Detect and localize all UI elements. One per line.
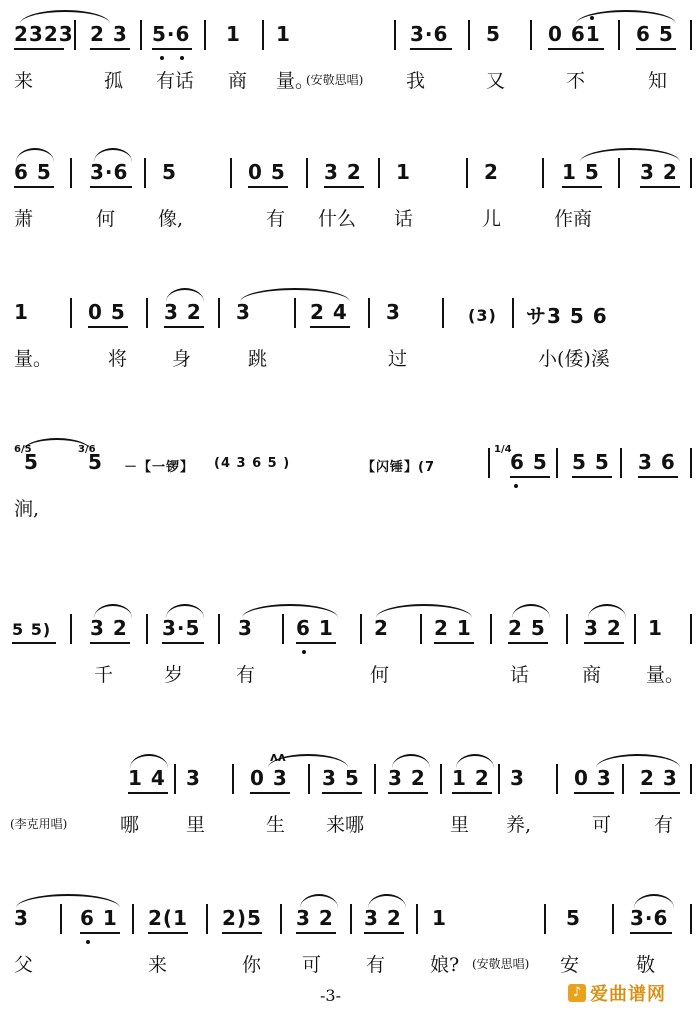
underline (14, 48, 64, 50)
note-group: 1 4 (128, 766, 166, 790)
underline (128, 792, 168, 794)
underline (364, 932, 404, 934)
note-group: 6 5 (510, 450, 548, 474)
lyric: 敬 (636, 954, 656, 976)
slur (242, 604, 338, 618)
slur (130, 754, 168, 768)
lyrics-line (0, 494, 700, 524)
underline (148, 932, 188, 934)
lyric: 来哪 (326, 814, 365, 836)
lyric: 来 (14, 70, 34, 92)
underline (410, 48, 452, 50)
barline (634, 614, 636, 644)
lyric: 父 (14, 954, 34, 976)
lyrics-line (0, 810, 700, 840)
slur (456, 754, 494, 768)
lyric: 身 (172, 348, 192, 370)
barline (218, 298, 220, 328)
note-group: (3) (468, 306, 497, 325)
underline (248, 186, 288, 188)
note-group: 3·6 (410, 22, 449, 46)
underline (508, 642, 548, 644)
note-group: 3 5 (322, 766, 360, 790)
barline (282, 614, 284, 644)
note-group: (4 3 6 5 ) (214, 456, 291, 471)
role-cue: (李克用唱) (10, 817, 68, 831)
note-group: 3·6 (630, 906, 669, 930)
slur (240, 288, 350, 302)
underline (388, 792, 428, 794)
note-group: 0 3 (250, 766, 288, 790)
slur (376, 604, 472, 618)
barline (416, 904, 418, 934)
lyric: 像, (158, 208, 184, 230)
lyric: 量。 (646, 664, 685, 686)
barline (70, 158, 72, 188)
underline (14, 186, 54, 188)
grace-note: 1/4 (494, 444, 512, 455)
underline (574, 792, 614, 794)
note-group: 2 4 (310, 300, 348, 324)
lyric: 可 (592, 814, 612, 836)
barline (280, 904, 282, 934)
low-dot (514, 484, 518, 488)
note-group: 3 (386, 300, 401, 324)
note-group: 2 (374, 616, 389, 640)
lyric: 里 (186, 814, 206, 836)
note-group: 5 (486, 22, 501, 46)
barline (218, 614, 220, 644)
barline (230, 158, 232, 188)
lyric: 作商 (554, 208, 593, 230)
barline (468, 20, 470, 50)
lyric: 涧, (14, 498, 40, 520)
underline (310, 326, 350, 328)
note-group: 3·5 (162, 616, 201, 640)
low-dot (160, 56, 164, 60)
barline (466, 158, 468, 188)
note-group: 2 3 (640, 766, 678, 790)
underline (640, 186, 680, 188)
barline (360, 614, 362, 644)
barline (420, 614, 422, 644)
note-group: 2323 (14, 22, 74, 46)
barline (350, 904, 352, 934)
lyric: 何 (96, 208, 116, 230)
slur (588, 604, 626, 618)
lyric: 安 (560, 954, 580, 976)
lyric: 哪 (120, 814, 140, 836)
page-number: -3- (320, 986, 341, 1005)
note-group: 5 (162, 160, 177, 184)
lyric: 跳 (248, 348, 268, 370)
percussion-cue: 【闪锤】(7 (362, 460, 435, 475)
slur (20, 10, 110, 24)
lyric: 孤 (104, 70, 124, 92)
note-group: 0 5 (88, 300, 126, 324)
underline (640, 792, 680, 794)
watermark-logo (568, 980, 696, 1006)
role-cue: (安敬思唱) (306, 73, 364, 87)
underline (572, 476, 612, 478)
barline (146, 298, 148, 328)
note-group: 6 1 (80, 906, 118, 930)
note-group: 0 3 (574, 766, 612, 790)
lyric: 话 (510, 664, 530, 686)
note-group: 1 2 (452, 766, 490, 790)
barline (442, 298, 444, 328)
barline (556, 764, 558, 794)
lyric: 你 (242, 954, 262, 976)
note-group: 3 2 (90, 616, 128, 640)
note-group: 3 2 (324, 160, 362, 184)
lyric: 不 (566, 70, 586, 92)
underline (452, 792, 492, 794)
slur (512, 604, 550, 618)
barline (620, 448, 622, 478)
underline (90, 48, 130, 50)
barline (690, 448, 692, 478)
grace-note: 3/6 (78, 444, 96, 455)
lyric: 萧 (14, 208, 34, 230)
underline (296, 932, 336, 934)
barline (618, 158, 620, 188)
note-group: 6 5 (14, 160, 52, 184)
barline (498, 764, 500, 794)
barline (74, 20, 76, 50)
note-group: 3 6 (638, 450, 676, 474)
underline (90, 642, 130, 644)
lyric: 有话 (156, 70, 195, 92)
slur (22, 438, 92, 452)
barline (294, 298, 296, 328)
slur (16, 148, 54, 162)
note-group: 5·6 (152, 22, 191, 46)
lyric: 可 (302, 954, 322, 976)
note-group: 3 2 (364, 906, 402, 930)
note-group: 1 (14, 300, 29, 324)
lyrics-line (0, 660, 700, 690)
note-group: 6 5 (636, 22, 674, 46)
underline (90, 186, 132, 188)
barline (306, 158, 308, 188)
notation-line (0, 154, 700, 194)
lyric: 娘? (430, 954, 460, 976)
underline (296, 642, 336, 644)
lyric: 量。 (14, 348, 53, 370)
barline (690, 904, 692, 934)
underline (322, 792, 362, 794)
lyric: 儿 (482, 208, 502, 230)
note-group: 3·6 (90, 160, 129, 184)
lyric: 里 (450, 814, 470, 836)
underline (548, 48, 604, 50)
low-dot (86, 940, 90, 944)
barline (146, 614, 148, 644)
slur (166, 288, 204, 302)
slur (16, 894, 120, 908)
underline (152, 48, 192, 50)
barline (618, 20, 620, 50)
underline (12, 642, 56, 644)
underline (638, 476, 678, 478)
lyric: 知 (648, 70, 668, 92)
lyrics-line (0, 66, 700, 96)
note-group: 2 3 (90, 22, 128, 46)
note-group: サ3 5 6 (526, 304, 608, 328)
note-group: 3 (14, 906, 29, 930)
lyrics-line (0, 204, 700, 234)
note-group: 2 5 (508, 616, 546, 640)
note-group: 3 2 (296, 906, 334, 930)
notation-line (0, 750, 700, 800)
underline (636, 48, 676, 50)
notation-line (0, 16, 700, 56)
barline (232, 764, 234, 794)
underline (80, 932, 120, 934)
note-group: 3 2 (584, 616, 622, 640)
barline (612, 904, 614, 934)
underline (434, 642, 474, 644)
lyric: 有 (654, 814, 674, 836)
slur (368, 894, 406, 908)
barline (440, 764, 442, 794)
note-group: 3 (238, 616, 253, 640)
note-group: 2)5 (222, 906, 262, 930)
note-group: 1 (648, 616, 663, 640)
low-dot (180, 56, 184, 60)
note-group: 5 (566, 906, 581, 930)
note-group: 3 (186, 766, 201, 790)
watermark-text: 爱曲谱网 (590, 984, 666, 1005)
note-group: 1 (276, 22, 291, 46)
barline (368, 298, 370, 328)
lyric: 什么 (318, 208, 357, 230)
lyric: 有 (266, 208, 286, 230)
role-cue: (安敬思唱) (472, 957, 530, 971)
notation-line (0, 610, 700, 650)
note-group: 0 5 (248, 160, 286, 184)
barline (70, 614, 72, 644)
barline (488, 448, 490, 478)
barline (206, 904, 208, 934)
lyric: 小(倭)溪 (538, 348, 610, 370)
lyric: 将 (108, 348, 128, 370)
note-group: 5 5 (572, 450, 610, 474)
barline (204, 20, 206, 50)
barline (566, 614, 568, 644)
note-group: 3 2 (640, 160, 678, 184)
lyric: 话 (394, 208, 414, 230)
barline (394, 20, 396, 50)
barline (690, 158, 692, 188)
notation-line (0, 900, 700, 940)
barline (690, 614, 692, 644)
lyric: 商 (582, 664, 602, 686)
barline (174, 764, 176, 794)
slur (392, 754, 430, 768)
slur (94, 148, 132, 162)
ornament-icon: ᴧᴧ (270, 750, 286, 764)
note-group: 3 (510, 766, 525, 790)
lyric: 何 (370, 664, 390, 686)
note-group: 2 (484, 160, 499, 184)
notation-line (0, 444, 700, 484)
lyrics-line (0, 950, 700, 980)
underline (164, 326, 204, 328)
underline (162, 642, 204, 644)
barline (70, 298, 72, 328)
barline (690, 20, 692, 50)
note-group: 5 5) (12, 620, 52, 639)
note-group: 0 61 (548, 22, 601, 46)
underline (630, 932, 672, 934)
barline (490, 614, 492, 644)
low-dot (302, 650, 306, 654)
note-group: 2 1 (434, 616, 472, 640)
underline (584, 642, 624, 644)
lyric: 过 (388, 348, 408, 370)
lyric: 养, (506, 814, 532, 836)
note-group: 5 (24, 450, 39, 474)
underline (88, 326, 128, 328)
lyric: 生 (266, 814, 286, 836)
slur (94, 604, 132, 618)
barline (512, 298, 514, 328)
slur (166, 604, 204, 618)
note-group: 6 1 (296, 616, 334, 640)
note-group: 1 (432, 906, 447, 930)
note-group: 3 2 (388, 766, 426, 790)
barline (140, 20, 142, 50)
barline (542, 158, 544, 188)
barline (308, 764, 310, 794)
note-group: 1 (396, 160, 411, 184)
barline (622, 764, 624, 794)
underline (510, 476, 550, 478)
slur (596, 754, 680, 768)
lyric: 来 (148, 954, 168, 976)
music-note-icon: ♪ (568, 984, 586, 1002)
underline (250, 792, 290, 794)
slur (580, 148, 680, 162)
note-group: 1 (226, 22, 241, 46)
slur (300, 894, 338, 908)
lyric: 量。 (276, 70, 315, 92)
barline (690, 764, 692, 794)
lyric: 有 (236, 664, 256, 686)
barline (556, 448, 558, 478)
lyric: 有 (366, 954, 386, 976)
barline (144, 158, 146, 188)
barline (530, 20, 532, 50)
high-dot (590, 16, 594, 20)
slur (634, 894, 674, 908)
lyric: 我 (406, 70, 426, 92)
note-group: 3 2 (164, 300, 202, 324)
underline (222, 932, 262, 934)
percussion-cue: －【一锣】 (124, 460, 195, 475)
barline (374, 764, 376, 794)
grace-note: 6/5 (14, 444, 32, 455)
lyrics-line (0, 344, 700, 374)
lyric: 岁 (164, 664, 184, 686)
lyric: 千 (94, 664, 114, 686)
barline (544, 904, 546, 934)
underline (562, 186, 602, 188)
underline (324, 186, 364, 188)
barline (132, 904, 134, 934)
lyric: 又 (486, 70, 506, 92)
note-group: 2(1 (148, 906, 188, 930)
note-group: 5 (88, 450, 103, 474)
barline (262, 20, 264, 50)
note-group: 1 5 (562, 160, 600, 184)
notation-line (0, 294, 700, 334)
lyric: 商 (228, 70, 248, 92)
barline (378, 158, 380, 188)
barline (60, 904, 62, 934)
note-group: 3 (236, 300, 251, 324)
